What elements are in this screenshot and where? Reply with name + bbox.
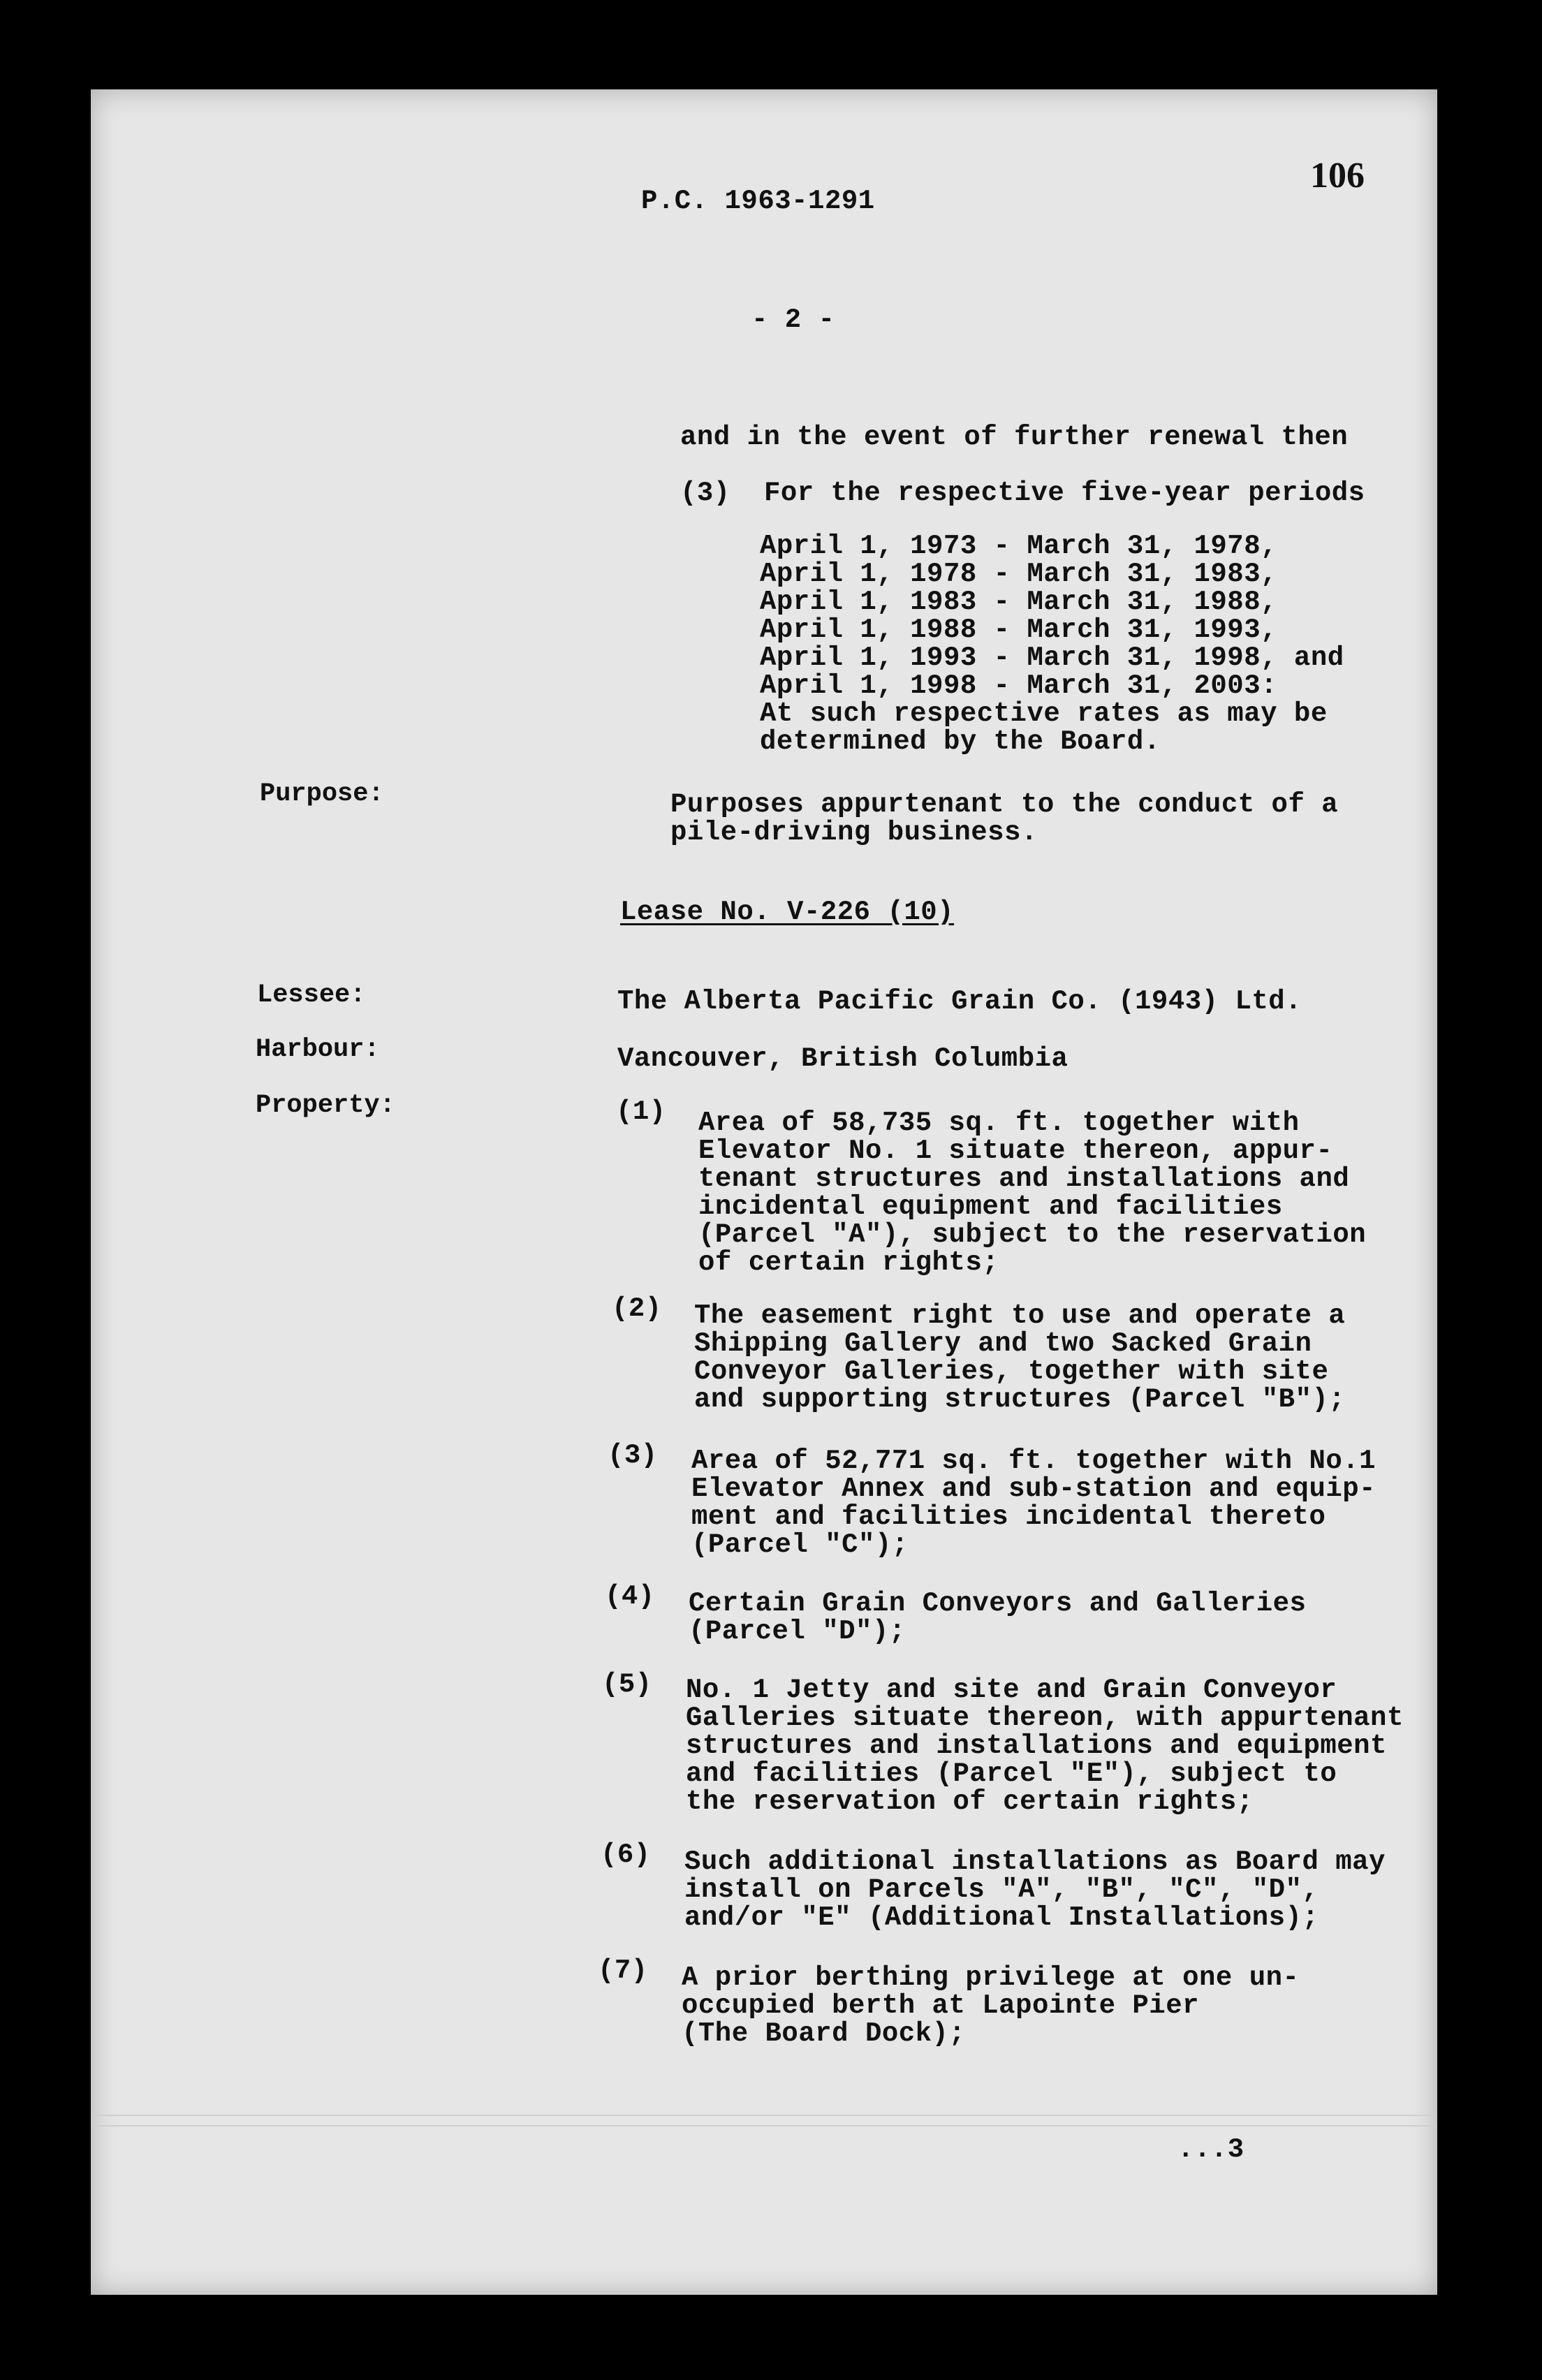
period-line: April 1, 1993 - March 31, 1998, and [760, 642, 1344, 673]
property-item-number: (2) [612, 1293, 662, 1324]
fold-line [91, 2115, 1437, 2116]
period-line: At such respective rates as may be [760, 698, 1328, 729]
fold-line [91, 2125, 1437, 2126]
property-item-number: (7) [598, 1955, 648, 1986]
lease-title: Lease No. V-226 (10) [620, 897, 955, 927]
period-line: April 1, 1978 - March 31, 1983, [760, 559, 1278, 589]
lessee-value: The Alberta Pacific Grain Co. (1943) Ltd. [617, 986, 1302, 1017]
period-line: April 1, 1988 - March 31, 1993, [760, 615, 1278, 645]
harbour-value: Vancouver, British Columbia [617, 1043, 1069, 1074]
property-item: Area of 58,735 sq. ft. together with Elevator No. 1 situate thereon, appur- tenant structures and installations and incidental equipment and facilities (Parcel "A"), subject to the reservation of certain rights; [698, 1108, 1367, 1278]
property-item: The easement right to use and operate a Shipping Gallery and two Sacked Grain Conveyor Galleries, together with site and supporting structures (Parcel "B"); [694, 1300, 1346, 1415]
property-item: A prior berthing privilege at one un- occupied berth at Lapointe Pier (The Board Dock); [682, 1962, 1300, 2049]
property-item-number: (3) [608, 1440, 658, 1471]
purpose-text [670, 791, 1338, 846]
property-item: Area of 52,771 sq. ft. together with No.1 Elevator Annex and sub-station and equip- ment and facilities incidental thereto (Parcel "C"); [691, 1446, 1376, 1560]
lessee-label: Lessee: [257, 980, 366, 1010]
page-number: 106 [1310, 156, 1365, 196]
renewal-intro: and in the event of further renewal then [680, 422, 1349, 453]
property-item: No. 1 Jetty and site and Grain Conveyor Galleries situate thereon, with appurtenant structures and installations and equipment and facilities (Parcel "E"), subject to the reservation of certain rights; [686, 1675, 1404, 1817]
renewal-periods [760, 532, 1344, 756]
property-item-number: (5) [602, 1669, 652, 1700]
period-line: determined by the Board. [760, 726, 1161, 757]
document-reference: P.C. 1963-1291 [641, 186, 875, 216]
renewal-item-text: For the respective five-year periods [764, 478, 1365, 508]
purpose-label: Purpose: [260, 779, 384, 809]
property-item: Certain Grain Conveyors and Galleries (Parcel "D"); [689, 1588, 1307, 1647]
property-item-number: (6) [601, 1839, 651, 1870]
renewal-item-number: (3) [680, 478, 730, 508]
purpose-line: Purposes appurtenant to the conduct of a [670, 789, 1339, 820]
period-line: April 1, 1973 - March 31, 1978, [760, 531, 1278, 561]
property-item-number: (4) [605, 1581, 655, 1612]
purpose-line: pile-driving business. [670, 817, 1038, 848]
property-item: Such additional installations as Board may install on Parcels "A", "B", "C", "D", and/or "E" (Additional Installations); [684, 1846, 1386, 1933]
period-line: April 1, 1983 - March 31, 1988, [760, 587, 1278, 617]
continuation-marker: ...3 [1177, 2134, 1244, 2165]
period-line: April 1, 1998 - March 31, 2003: [760, 670, 1278, 701]
property-item-number: (1) [616, 1096, 666, 1127]
harbour-label: Harbour: [256, 1035, 380, 1064]
page-marker: - 2 - [751, 304, 835, 335]
property-label: Property: [256, 1091, 395, 1120]
